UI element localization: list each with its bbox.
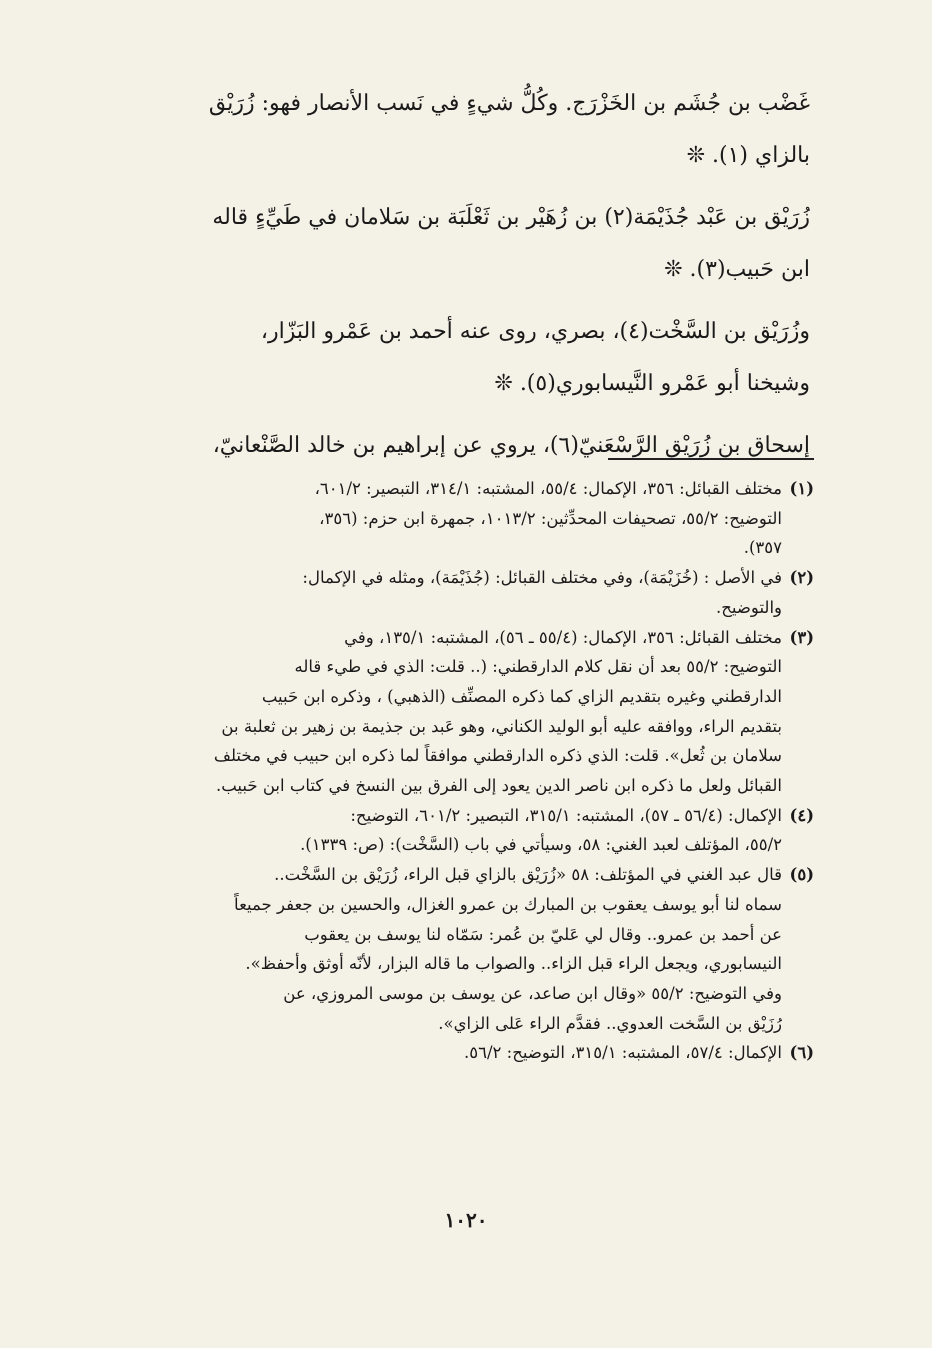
footnote-line: ٥٥/٢، المؤتلف لعبد الغني: ٥٨، وسيأتي في باب (السَّخْت): (ص: ١٣٣٩). [300, 835, 782, 855]
footnote-line: الدارقطني وغيره بتقديم الزاي كما ذكره المصنِّف (الذهبي) ، وذكره ابن حَبيب [261, 686, 782, 706]
footnote-line: القبائل ولعل ما ذكره ابن ناصر الدين يعود إلى الفرق بين النسخ في كتاب ابن حَبيب. [215, 776, 782, 796]
footnote-line: وفي التوضيح: ٥٥/٢ «وقال ابن صاعد، عن يوسف بن موسى المروزي، عن [283, 983, 782, 1003]
entry-zurayq-abd-judhayma [118, 192, 810, 296]
footnote-line: سماه لنا أبو يوسف يعقوب بن المبارك بن عمرو الغزال، والحسين بن جعفر جميعاً [234, 894, 782, 914]
entry-ghadb [118, 78, 810, 182]
footnote-text [118, 860, 782, 1038]
text-line: وزُرَيْق بن السَّخْت(٤)، بصري، روى عنه أحمد بن عَمْرو البَزّار، [260, 319, 810, 344]
footnote-line: قال عبد الغني في المؤتلف: ٥٨ «زُرَيْق بالزاي قبل الراء، زُرَيْق بن السَّخْت.. [274, 865, 782, 885]
text-line: غَضْب بن جُشَم بن الخَزْرَج. وكُلُّ شيءٍ في نَسب الأنصار فهو: زُرَيْق [208, 91, 810, 116]
footnote-4 [118, 801, 814, 860]
entry-ishaq-zurayq [118, 420, 810, 472]
footnote-3 [118, 623, 814, 801]
footnote-line: في الأصل : (خُزَيْمَة)، وفي مختلف القبائل: (جُذَيْمَة)، ومثله في الإكمال: [302, 568, 782, 588]
footnote-5 [118, 860, 814, 1038]
footnote-text [118, 1038, 782, 1068]
footnote-number: (٢) [789, 568, 814, 588]
footnote-line: النيسابوري، ويجعل الراء قبل الزاء.. والصواب ما قاله البزار، لأنّه أوثق وأحفظ». [245, 954, 782, 974]
footnote-line: مختلف القبائل: ٣٥٦، الإكمال: ٥٥/٤، المشتبه: ٣١٤/١، التبصير: ٦٠١/٢، [314, 479, 782, 498]
footnote-text [118, 474, 782, 563]
footnote-number: (٣) [789, 627, 814, 647]
footnote-line: رُزَيْق بن السَّخت العدوي.. فقدَّم الراء عَلى الزاي». [438, 1013, 782, 1033]
footnote-line: سلامان بن ثُعل». قلت: الذي ذكره الدارقطني موافقاً لما ذكره ابن حبيب في مختلف [213, 746, 782, 766]
footnote-divider [608, 458, 814, 460]
entry-zurayq-sakht [118, 306, 810, 410]
footnote-number: (١) [789, 479, 814, 498]
text-line: ابن حَبيب(٣). ❊ [664, 257, 810, 282]
footnote-text [118, 801, 782, 860]
footnote-2 [118, 563, 814, 622]
footnote-text [118, 623, 782, 801]
footnote-line: الإكمال: ٥٧/٤، المشتبه: ٣١٥/١، التوضيح: ٥٦/٢. [464, 1043, 782, 1063]
footnote-1 [118, 474, 814, 563]
footnotes [118, 474, 814, 1068]
footnote-number: (٦) [789, 1043, 814, 1063]
footnote-line: التوضيح: ٥٥/٢ بعد أن نقل كلام الدارقطني: (.. قلت: الذي في طيء قاله [294, 657, 782, 677]
text-line: بالزاي (١). ❊ [686, 143, 810, 168]
text-line: وشيخنا أبو عَمْرو النَّيسابوري(٥). ❊ [494, 371, 810, 396]
footnote-number: (٤) [789, 805, 814, 825]
footnote-6 [118, 1038, 814, 1068]
footnote-line: عن أحمد بن عمرو.. وقال لي عَليّ بن عُمر: سَمّاه لنا يوسف بن يعقوب [304, 924, 782, 944]
footnote-line: الإكمال: (٥٦/٤ ـ ٥٧)، المشتبه: ٣١٥/١، التبصير: ٦٠١/٢، التوضيح: [350, 805, 782, 825]
footnote-line: مختلف القبائل: ٣٥٦، الإكمال: (٥٥/٤ ـ ٥٦)، المشتبه: ١٣٥/١، وفي [344, 627, 782, 647]
page-number: ١٠٢٠ [444, 1208, 488, 1232]
footnote-line: والتوضيح. [716, 597, 782, 617]
main-text [118, 78, 810, 482]
text-line: إسحاق بن زُرَيْق الرَّسْعَنيّ(٦)، يروي عن إبراهيم بن خالد الصَّنْعانيّ، [212, 433, 810, 458]
footnote-text [118, 563, 782, 622]
footnote-number: (٥) [789, 865, 814, 885]
footnote-line: ٣٥٧). [743, 538, 782, 558]
footnote-line: التوضيح: ٥٥/٢، تصحيفات المحدِّثين: ١٠١٣/٢، جمهرة ابن حزم: (٣٥٦، [319, 508, 782, 528]
text-line: زُرَيْق بن عَبْد جُذَيْمَة(٢) بن زُهَيْر بن ثَعْلَبَة بن سَلامان في طَيِّءٍ قاله [212, 205, 810, 230]
footnote-line: بتقديم الراء، ووافقه عليه أبو الوليد الكناني، وهو عَبد بن جذيمة بن زهير بن ثعلبة بن [221, 716, 782, 736]
